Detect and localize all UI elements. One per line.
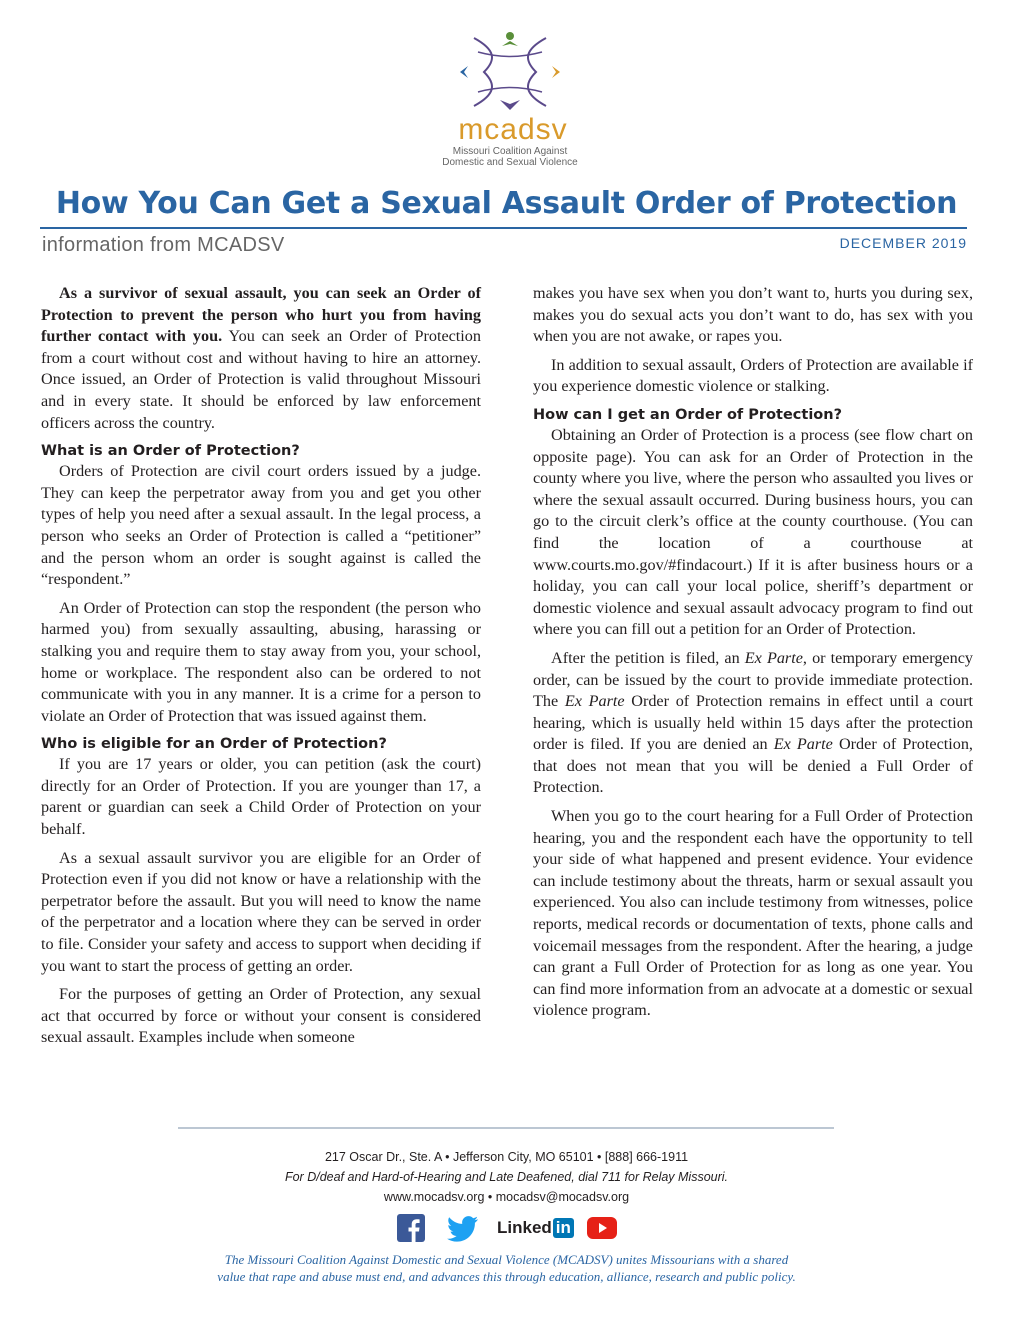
footer-divider [178,1127,834,1129]
social-links [397,1214,627,1246]
page-title: How You Can Get a Sexual Assault Order of Protection [55,186,958,221]
heading-what-is: What is an Order of Protection? [41,443,300,460]
paragraph: If you are 17 years or older, you can petition (ask the court) directly for an Order of Protection. If you are younger than 17, a parent or guardian can seek a Child Order of Protection on your behalf. [41,755,481,839]
facebook-icon[interactable] [397,1214,425,1242]
mcadsv-logo [420,30,600,170]
paragraph: An Order of Protection can stop the respondent (the person who harmed you) from sexually assaulting, abusing, harassing or stalking you and require them to stay away from you, your school, home or workplace. The respondent also can be ordered to not communicate with you in any manner. It is a crime for a person to violate an Order of Protection that was issued against them. [41,598,481,725]
footer-web[interactable]: www.mocadsv.org • mocadsv@mocadsv.org [383,1190,630,1204]
paragraph: For the purposes of getting an Order of Protection, any sexual act that occurred by force or without your consent is considered sexual assault. Examples include when someone [41,985,481,1047]
left-column [41,283,481,1056]
heading-how-to-get: How can I get an Order of Protection? [533,406,842,423]
twitter-icon[interactable] [447,1216,479,1242]
paragraph: Orders of Protection are civil court orders issued by a judge. They can keep the perpetrator away from you and get you other types of help you need after a sexual assault. In the legal process, a person who seeks an Order of Protection is called a “petitioner” and the person whom an order is sought against is called the “respondent.” [41,462,481,589]
subhead: information from MCADSV [42,234,285,256]
intro-bold-text: As a survivor of sexual assault, you can seek an Order of Protection to prevent the person who hurt you from having further contact with you. [41,284,481,346]
footer-relay: For D/deaf and Hard-of-Hearing and Late Deafened, dial 711 for Relay Missouri. [284,1170,729,1184]
paragraph: makes you have sex when you don’t want to, hurts you during sex, makes you do sexual acts you don’t want to do, has sex with you when you are not awake, or rapes you. [533,284,973,346]
logo-emblem-icon [456,30,564,115]
paragraph-ex-parte: After the petition is filed, an Ex Parte, or temporary emergency order, can be issued by the court to provide immediate protection. The Ex Parte Order of Protection remains in effect until a court hearing, which is usually held within 15 days after the protection order is filed. If you are denied an Ex Parte Order of Protection, that does not mean that you will be denied a Full Order of Protection. [533,648,973,797]
tagline [0,1251,1013,1285]
paragraph: Obtaining an Order of Protection is a process (see flow chart on opposite page). You can ask for an Order of Protection in the county where you live, where the person who assaulted you lives or where the sexual assault occurred. During business hours, you can go to the circuit clerk’s office at the county courthouse. (You can find the location of a courthouse at www.courts.mo.gov/#findacourt.) If it is after business hours or a holiday, you can call your local police, sheriff’s department or domestic violence and sexual assault advocacy program to find out where you can fill out a petition for an Order of Protection. [533,425,973,639]
youtube-icon[interactable] [587,1217,617,1239]
paragraph: As a sexual assault survivor you are eligible for an Order of Protection even if you did not know or have a relationship with the perpetrator before the assault. But you will need to know the name of the perpetrator and a location where they can be served in order to file. Consider your safety and access to support when deciding if you want to start the process of getting an order. [41,848,481,975]
logo-wordmark: mcadsv [458,113,568,146]
linkedin-icon[interactable]: Linked in [497,1218,574,1238]
heading-who-eligible: Who is eligible for an Order of Protection? [41,736,387,753]
right-column [533,283,973,1029]
paragraph: When you go to the court hearing for a Full Order of Protection hearing, you and the respondent each have the opportunity to tell your side of what happened and present evidence. Your evidence can include testimony about the threats, harm or sexual assault you experienced. You also can include testimony from witnesses, police reports, medical records or documentation of texts, phone calls and voicemail messages from the respondent. After the hearing, a judge can grant a Full Order of Protection for as long as one year. You can find more information from an advocate at a domestic or sexual violence program. [533,807,973,1020]
logo-subline-1: Missouri Coalition Against [452,146,568,157]
tagline-line-2: value that rape and abuse must end, and advances this through education, alliance, research and public policy. [217,1269,796,1284]
publication-date: DECEMBER 2019 [839,235,967,251]
intro-paragraph [41,283,481,434]
paragraph: In addition to sexual assault, Orders of Protection are available if you experience domestic violence or stalking. [533,355,973,396]
intro-text: You can seek an Order of Protection from a court without cost and without having to hire an attorney. Once issued, an Order of Protection is valid throughout Missouri and in every state. It should be enforced by law enforcement officers across the country. [41,327,481,432]
tagline-line-1: The Missouri Coalition Against Domestic and Sexual Violence (MCADSV) unites Missourians with a shared [224,1252,789,1267]
title-divider [40,227,967,229]
logo-subline-2: Domestic and Sexual Violence [442,157,578,168]
footer-address: 217 Oscar Dr., Ste. A • Jefferson City, MO 65101 • [888] 666-1911 [324,1150,689,1164]
